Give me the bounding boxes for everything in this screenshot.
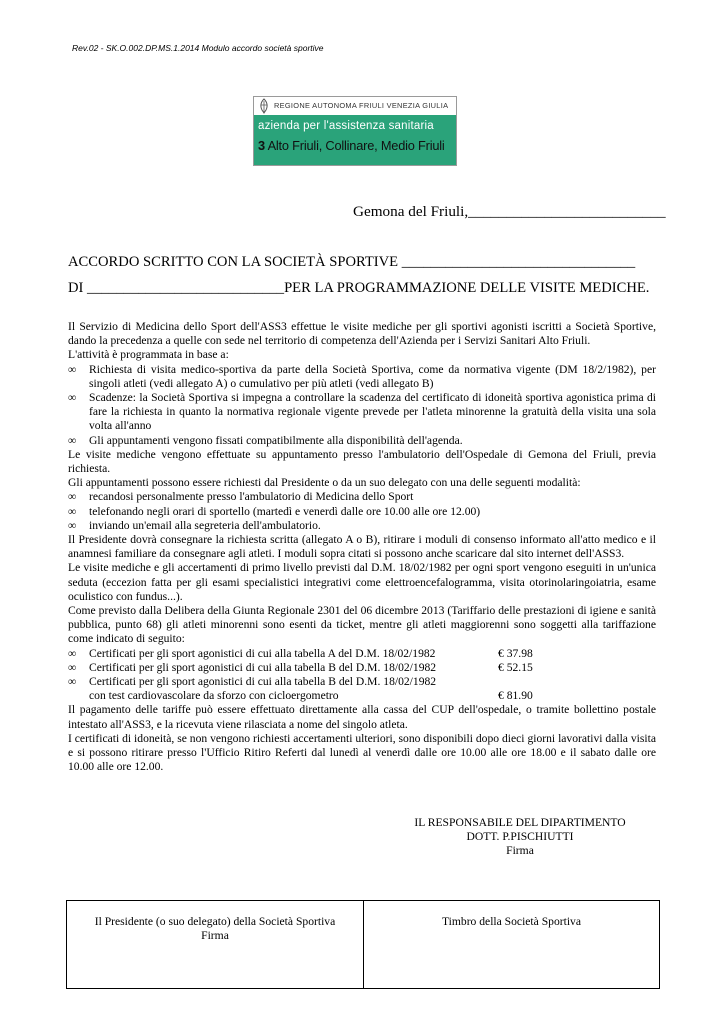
logo-region-band (254, 97, 456, 115)
activity-lead: L'attività è programmata in base a: (68, 348, 229, 362)
bullet-icon: ∞ (68, 660, 77, 674)
president-signature-cell[interactable] (67, 901, 364, 988)
president-signature-label: Il Presidente (o suo delegato) della Società Sportiva (94, 915, 336, 928)
visits-paragraph: Le visite mediche vengono effettuate su appuntamento presso l'ambulatorio dell'Ospedale di Gemona del Friuli, previa richiesta. (68, 447, 656, 476)
president-firma-label: Firma (201, 929, 229, 942)
fee-price: € 81.90 (498, 689, 533, 703)
place-date-line: Gemona del Friuli,__________________________ (353, 203, 666, 220)
fee-label: Certificati per gli sport agonistici di cui alla tabella B del D.M. 18/02/1982 (89, 660, 437, 674)
list-item: ∞ Gli appuntamenti vengono fissati compatibilmente alla disponibilità dell'agenda. (68, 433, 463, 447)
bullet-icon: ∞ (68, 518, 77, 532)
agency-logo (253, 96, 457, 166)
payment-paragraph: Il pagamento delle tariffe può essere effettuato direttamente alla cassa del CUP dell'ospedale, o tramite bollettino postale intestato all'ASS3, e la ricevuta viene rilasciata a nome del singolo atleta. (68, 703, 656, 731)
list-item: ∞ Scadenze: la Società Sportiva si impegna a controllare la scadenza del certificato di idoneità sportiva agonistica prima di fare la richiesta in quanto la normativa regionale vigente prevede per l'atleta minorenne la gratuità della visita una sola volta all'anno (68, 391, 656, 433)
bullet-icon: ∞ (68, 490, 77, 504)
signature-label: Firma (506, 844, 534, 857)
fee-label: Certificati per gli sport agonistici di cui alla tabella A del D.M. 18/02/1982 (89, 646, 436, 660)
list-item: ∞ telefonando negli orari di sportello (martedì e venerdì dalle ore 10.00 alle ore 12.00) (68, 504, 481, 518)
fee-row (68, 661, 656, 675)
bullet-icon: ∞ (68, 504, 77, 518)
bullet-icon: ∞ (68, 675, 77, 689)
intro-paragraph: Il Servizio di Medicina dello Sport dell'ASS3 effettue le visite mediche per gli sportivi agonisti iscritti a Società Sportive, dando la precedenza a quelle con sede nel territorio di competenza dell'Azienda per i Servizi Sanitari Alto Friuli. (68, 320, 656, 348)
logo-agency-band (254, 115, 456, 165)
list-item: ∞ Richiesta di visita medico-sportiva da parte della Società Sportiva, come da normativa vigente (DM 18/2/1982), per singoli atleti (vedi allegato A) o cumulativo per più atleti (vedi allegato B) (68, 362, 656, 390)
fee-label: con test cardiovascolare da sforzo con cicloergometro (89, 689, 339, 703)
fee-price (498, 675, 656, 689)
tariff-paragraph: Come previsto dalla Delibera della Giunta Regionale 2301 del 06 dicembre 2013 (Tariffario delle prestazioni di igiene e sanità pubblica, punto 68) gli atleti minorenni sono esenti da ticket, mentre gli atleti maggiorenni sono soggetti alla tariffazione come indicato di seguito: (68, 604, 656, 646)
document-title-line-2: DI ___________________________PER LA PROGRAMMAZIONE DELLE VISITE MEDICHE. (68, 280, 650, 296)
bullet-icon: ∞ (68, 646, 77, 660)
bullet-icon: ∞ (68, 433, 77, 447)
president-paragraph: Il Presidente dovrà consegnare la richiesta scritta (allegato A o B), ritirare i moduli di consenso informato all'atto medico e il anamnesi familiare da consegnare agli atleti. I moduli sopra citati si possono anche scaricare dal sito internet dell'ASS3. (68, 533, 656, 561)
document-body (68, 320, 656, 775)
fee-price: € 37.98 (498, 646, 533, 660)
first-level-paragraph: Le visite mediche e gli accertamenti di primo livello previsti dal D.M. 18/02/1982 per ogni sport vengono eseguiti in un'unica seduta (eccezion fatta per gli esami specialistici integrativi come elettroencefalogramma, visita otorinolaringoiatria, esame oculistico con fundus...). (68, 561, 656, 603)
certificates-paragraph: I certificati di idoneità, se non vengono richiesti accertamenti ulteriori, sono disponibili dopo dieci giorni lavorativi dalla visita e si possono ritirare presso l'Ufficio Ritiro Referti dal lunedì al venerdì dalle ore 10.00 alle ore 18.00 e il sabato dalle ore 10.00 alle ore 12.00. (68, 731, 656, 774)
signature-name: DOTT. P.PISCHIUTTI (466, 830, 574, 843)
signature-role: IL RESPONSABILE DEL DIPARTIMENTO (414, 816, 626, 829)
fee-row (68, 675, 656, 689)
revision-header: Rev.02 - SK.O.002.DP.MS.1.2014 Modulo accordo società sportive (72, 43, 324, 53)
logo-district-number: 3 (258, 138, 265, 153)
society-stamp-cell[interactable] (364, 901, 659, 988)
list-item: ∞ inviando un'email alla segreteria dell'ambulatorio. (68, 518, 321, 532)
fee-label: Certificati per gli sport agonistici di cui alla tabella B del D.M. 18/02/1982 (89, 675, 437, 689)
list-item: ∞ recandosi personalmente presso l'ambulatorio di Medicina dello Sport (68, 490, 414, 504)
bullet-icon: ∞ (68, 391, 77, 405)
fee-price: € 52.15 (498, 660, 533, 674)
signature-table (66, 900, 660, 989)
fee-continuation-row (68, 689, 656, 703)
region-emblem-icon (257, 98, 271, 114)
logo-region-text: REGIONE AUTONOMA FRIULI VENEZIA GIULIA (274, 101, 449, 110)
document-title-line-1: ACCORDO SCRITTO CON LA SOCIETÀ SPORTIVE ________________________________ (68, 254, 636, 270)
appointments-lead: Gli appuntamenti possono essere richiesti dal Presidente o da un suo delegato con una delle seguenti modalità: (68, 476, 581, 490)
bullet-icon: ∞ (68, 362, 77, 376)
fee-row (68, 647, 656, 661)
society-stamp-label: Timbro della Società Sportiva (441, 915, 581, 928)
logo-district-text (258, 138, 445, 153)
logo-district-name: Alto Friuli, Collinare, Medio Friuli (267, 138, 445, 153)
signature-block (390, 816, 650, 858)
logo-agency-text: azienda per l'assistenza sanitaria (258, 120, 434, 132)
